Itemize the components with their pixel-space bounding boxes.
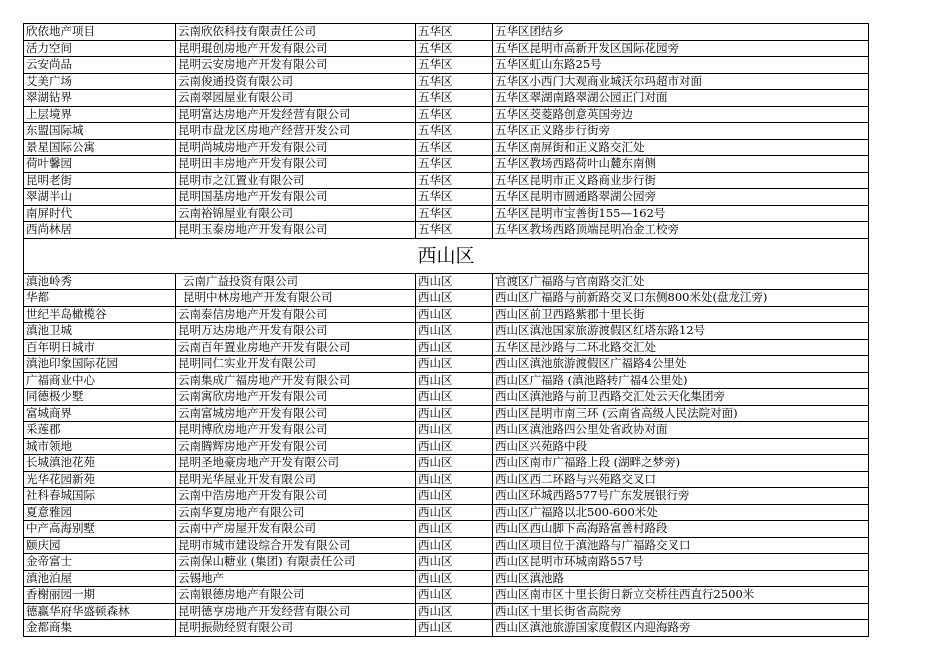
table-row bbox=[24, 603, 869, 620]
address-cell[interactable]: 五华区昆明市正义路商业步行街 bbox=[493, 172, 869, 189]
table-row bbox=[24, 339, 869, 356]
address-cell[interactable]: 西山区十里长街省高院旁 bbox=[493, 603, 869, 620]
project-name-cell[interactable]: 滇池岭秀 bbox=[24, 273, 176, 290]
project-name-cell[interactable]: 荷叶馨园 bbox=[24, 156, 176, 173]
project-name-cell[interactable]: 颐庆园 bbox=[24, 537, 176, 554]
table-row bbox=[24, 139, 869, 156]
project-name-cell[interactable]: 城市领地 bbox=[24, 438, 176, 455]
developer-cell[interactable]: 昆明光华屋业开发有限公司 bbox=[176, 471, 416, 488]
district-cell[interactable]: 西山区 bbox=[416, 603, 493, 620]
developer-cell[interactable]: 云南欣依科技有限责任公司 bbox=[176, 24, 416, 41]
project-name-cell[interactable]: 社科春城国际 bbox=[24, 488, 176, 505]
district-cell[interactable]: 五华区 bbox=[416, 24, 493, 41]
project-name-cell[interactable]: 采莲郡 bbox=[24, 422, 176, 439]
project-name-cell[interactable]: 华都 bbox=[24, 290, 176, 307]
developer-cell[interactable]: 云南保山糖业 (集团) 有限责任公司 bbox=[176, 554, 416, 571]
project-name-cell[interactable]: 滇池泊屋 bbox=[24, 570, 176, 587]
district-cell[interactable]: 五华区 bbox=[416, 57, 493, 74]
address-cell[interactable]: 五华区昆明市高新开发区国际花园旁 bbox=[493, 40, 869, 57]
developer-cell[interactable]: 云南中产房屋开发有限公司 bbox=[176, 521, 416, 538]
table-row bbox=[24, 521, 869, 538]
project-name-cell[interactable]: 西尚林居 bbox=[24, 222, 176, 239]
table-row bbox=[24, 123, 869, 140]
project-name-cell[interactable]: 翠湖钻界 bbox=[24, 90, 176, 107]
table-row bbox=[24, 570, 869, 587]
address-cell[interactable]: 五华区教场西路荷叶山麓东南侧 bbox=[493, 156, 869, 173]
district-cell[interactable]: 西山区 bbox=[416, 372, 493, 389]
developer-cell[interactable]: 昆明富达房地产开发经营有限公司 bbox=[176, 106, 416, 123]
address-cell[interactable]: 五华区翠湖南路翠湖公园正门对面 bbox=[493, 90, 869, 107]
project-name-cell[interactable]: 活力空间 bbox=[24, 40, 176, 57]
table-row bbox=[24, 356, 869, 373]
address-cell[interactable]: 五华区虹山东路25号 bbox=[493, 57, 869, 74]
district-cell[interactable]: 五华区 bbox=[416, 90, 493, 107]
district-cell[interactable]: 西山区 bbox=[416, 438, 493, 455]
project-name-cell[interactable]: 欣依地产项目 bbox=[24, 24, 176, 41]
district-cell[interactable]: 五华区 bbox=[416, 189, 493, 206]
address-cell[interactable]: 五华区昆明市宝善街155—162号 bbox=[493, 205, 869, 222]
project-name-cell[interactable]: 德赢华府华盛顿森林 bbox=[24, 603, 176, 620]
developer-cell[interactable]: 昆明德亨房地产开发经营有限公司 bbox=[176, 603, 416, 620]
district-cell[interactable]: 西山区 bbox=[416, 554, 493, 571]
address-cell[interactable]: 五华区昆明市圆通路翠湖公园旁 bbox=[493, 189, 869, 206]
district-cell[interactable]: 西山区 bbox=[416, 323, 493, 340]
developer-cell[interactable]: 昆明国基房地产开发有限公司 bbox=[176, 189, 416, 206]
spreadsheet bbox=[23, 23, 868, 637]
table-row bbox=[24, 438, 869, 455]
table-row bbox=[24, 40, 869, 57]
address-cell[interactable]: 西山区昆明市南三环 (云南省高级人民法院对面) bbox=[493, 405, 869, 422]
property-table bbox=[23, 23, 869, 637]
table-row bbox=[24, 405, 869, 422]
developer-cell[interactable]: 昆明云安房地产开发有限公司 bbox=[176, 57, 416, 74]
developer-cell[interactable]: 云南裕锦屋业有限公司 bbox=[176, 205, 416, 222]
project-name-cell[interactable]: 景星国际公寓 bbox=[24, 139, 176, 156]
project-name-cell[interactable]: 滇池印象国际花园 bbox=[24, 356, 176, 373]
table-row bbox=[24, 73, 869, 90]
developer-cell[interactable]: 昆明琨创房地产开发有限公司 bbox=[176, 40, 416, 57]
district-cell[interactable]: 五华区 bbox=[416, 123, 493, 140]
district-cell[interactable]: 西山区 bbox=[416, 455, 493, 472]
developer-cell[interactable]: 昆明市盘龙区房地产经营开发公司 bbox=[176, 123, 416, 140]
district-cell[interactable]: 西山区 bbox=[416, 471, 493, 488]
developer-cell[interactable]: 昆明市城市建设综合开发有限公司 bbox=[176, 537, 416, 554]
developer-cell[interactable]: 云南银德房地产有限公司 bbox=[176, 587, 416, 604]
district-cell[interactable]: 西山区 bbox=[416, 273, 493, 290]
section-header-row bbox=[24, 238, 869, 273]
address-cell[interactable]: 西山区广福路与前新路交叉口东侧800米处(盘龙江旁) bbox=[493, 290, 869, 307]
developer-cell[interactable]: 云南翠园屋业有限公司 bbox=[176, 90, 416, 107]
district-cell[interactable]: 西山区 bbox=[416, 405, 493, 422]
address-cell[interactable]: 西山区广福路 (滇池路转广福4公里处) bbox=[493, 372, 869, 389]
address-cell[interactable]: 西山区西山脚下高海路富善村路段 bbox=[493, 521, 869, 538]
address-cell[interactable]: 西山区滇池旅游国家度假区内迎海路旁 bbox=[493, 620, 869, 637]
project-name-cell[interactable]: 滇池卫城 bbox=[24, 323, 176, 340]
table-row bbox=[24, 587, 869, 604]
table-row bbox=[24, 24, 869, 41]
developer-cell[interactable]: 昆明市之江置业有限公司 bbox=[176, 172, 416, 189]
project-name-cell[interactable]: 同德极少墅 bbox=[24, 389, 176, 406]
project-name-cell[interactable]: 夏意雅园 bbox=[24, 504, 176, 521]
district-cell[interactable]: 五华区 bbox=[416, 106, 493, 123]
developer-cell[interactable]: 昆明博欣房地产开发有限公司 bbox=[176, 422, 416, 439]
district-cell[interactable]: 西山区 bbox=[416, 290, 493, 307]
address-cell[interactable]: 西山区滇池国家旅游渡假区红塔东路12号 bbox=[493, 323, 869, 340]
district-cell[interactable]: 西山区 bbox=[416, 587, 493, 604]
project-name-cell[interactable]: 富城商界 bbox=[24, 405, 176, 422]
district-cell[interactable]: 西山区 bbox=[416, 306, 493, 323]
project-name-cell[interactable]: 香榭丽园一期 bbox=[24, 587, 176, 604]
developer-cell[interactable]: 昆明同仁实业开发有限公司 bbox=[176, 356, 416, 373]
table-row bbox=[24, 106, 869, 123]
project-name-cell[interactable]: 南屏时代 bbox=[24, 205, 176, 222]
address-cell[interactable]: 西山区项目位于滇池路与广福路交叉口 bbox=[493, 537, 869, 554]
address-cell[interactable]: 西山区兴苑路中段 bbox=[493, 438, 869, 455]
address-cell[interactable]: 西山区滇池旅游渡假区广福路4公里处 bbox=[493, 356, 869, 373]
developer-cell[interactable]: 云南百年置业房地产开发有限公司 bbox=[176, 339, 416, 356]
table-row bbox=[24, 273, 869, 290]
project-name-cell[interactable]: 上层境界 bbox=[24, 106, 176, 123]
table-row bbox=[24, 172, 869, 189]
table-row bbox=[24, 323, 869, 340]
developer-cell[interactable]: 昆明圣地豪房地产开发有限公司 bbox=[176, 455, 416, 472]
project-name-cell[interactable]: 云安尚品 bbox=[24, 57, 176, 74]
table-row bbox=[24, 189, 869, 206]
developer-cell[interactable]: 云南集成广福房地产开发有限公司 bbox=[176, 372, 416, 389]
address-cell[interactable]: 五华区团结乡 bbox=[493, 24, 869, 41]
address-cell[interactable]: 西山区前卫西路紫郡十里长街 bbox=[493, 306, 869, 323]
address-cell[interactable]: 西山区滇池路与前卫西路交汇处云天化集团旁 bbox=[493, 389, 869, 406]
district-cell[interactable]: 五华区 bbox=[416, 205, 493, 222]
project-name-cell[interactable]: 世纪半岛橄榄谷 bbox=[24, 306, 176, 323]
address-cell[interactable]: 西山区广福路以北500-600米处 bbox=[493, 504, 869, 521]
district-cell[interactable]: 五华区 bbox=[416, 222, 493, 239]
address-cell[interactable]: 西山区昆明市环城南路557号 bbox=[493, 554, 869, 571]
address-cell[interactable]: 西山区南市广福路上段 (湖畔之梦旁) bbox=[493, 455, 869, 472]
developer-cell[interactable]: 昆明万达房地产开发有限公司 bbox=[176, 323, 416, 340]
district-cell[interactable]: 西山区 bbox=[416, 521, 493, 538]
developer-cell[interactable]: 云南广益投资有限公司 bbox=[176, 273, 416, 290]
developer-cell[interactable]: 云南富城房地产开发有限公司 bbox=[176, 405, 416, 422]
developer-cell[interactable]: 昆明田丰房地产开发有限公司 bbox=[176, 156, 416, 173]
address-cell[interactable]: 五华区小西门大观商业城沃尔玛超市对面 bbox=[493, 73, 869, 90]
developer-cell[interactable]: 昆明玉泰房地产开发有限公司 bbox=[176, 222, 416, 239]
district-cell[interactable]: 西山区 bbox=[416, 537, 493, 554]
table-row bbox=[24, 57, 869, 74]
district-cell[interactable]: 西山区 bbox=[416, 422, 493, 439]
developer-cell[interactable]: 云南华夏房地产有限公司 bbox=[176, 504, 416, 521]
developer-cell[interactable]: 昆明中林房地产开发有限公司 bbox=[176, 290, 416, 307]
table-row bbox=[24, 554, 869, 571]
project-name-cell[interactable]: 光华花园新苑 bbox=[24, 471, 176, 488]
table-row bbox=[24, 620, 869, 637]
address-cell[interactable]: 西山区西二环路与兴苑路交叉口 bbox=[493, 471, 869, 488]
table-row bbox=[24, 205, 869, 222]
developer-cell[interactable]: 昆明振勋经贸有限公司 bbox=[176, 620, 416, 637]
table-row bbox=[24, 306, 869, 323]
table-row bbox=[24, 90, 869, 107]
table-row bbox=[24, 471, 869, 488]
district-cell[interactable]: 五华区 bbox=[416, 156, 493, 173]
project-name-cell[interactable]: 东盟国际城 bbox=[24, 123, 176, 140]
address-cell[interactable]: 官渡区广福路与官南路交汇处 bbox=[493, 273, 869, 290]
table-row bbox=[24, 222, 869, 239]
district-cell[interactable]: 西山区 bbox=[416, 339, 493, 356]
table-row bbox=[24, 389, 869, 406]
address-cell[interactable]: 西山区环城西路577号广东发展银行旁 bbox=[493, 488, 869, 505]
project-name-cell[interactable]: 中产高海别墅 bbox=[24, 521, 176, 538]
district-cell[interactable]: 西山区 bbox=[416, 389, 493, 406]
project-name-cell[interactable]: 艾美广场 bbox=[24, 73, 176, 90]
address-cell[interactable]: 五华区正义路步行街旁 bbox=[493, 123, 869, 140]
district-cell[interactable]: 西山区 bbox=[416, 488, 493, 505]
address-cell[interactable]: 五华区茭菱路创意英国旁边 bbox=[493, 106, 869, 123]
section-title[interactable]: 西山区 bbox=[24, 238, 869, 273]
address-cell[interactable]: 五华区南屏街和正义路交汇处 bbox=[493, 139, 869, 156]
developer-cell[interactable]: 云南寓欣房地产开发有限公司 bbox=[176, 389, 416, 406]
address-cell[interactable]: 五华区教场西路顶端昆明冶金工校旁 bbox=[493, 222, 869, 239]
project-name-cell[interactable]: 百年明日城市 bbox=[24, 339, 176, 356]
address-cell[interactable]: 西山区南市区十里长街日新立交桥往西直行2500米 bbox=[493, 587, 869, 604]
table-row bbox=[24, 537, 869, 554]
project-name-cell[interactable]: 金帝富士 bbox=[24, 554, 176, 571]
table-row bbox=[24, 455, 869, 472]
table-row bbox=[24, 290, 869, 307]
district-cell[interactable]: 西山区 bbox=[416, 356, 493, 373]
developer-cell[interactable]: 云锡地产 bbox=[176, 570, 416, 587]
developer-cell[interactable]: 云南俊通投资有限公司 bbox=[176, 73, 416, 90]
district-cell[interactable]: 西山区 bbox=[416, 620, 493, 637]
table-row bbox=[24, 372, 869, 389]
address-cell[interactable]: 五华区昆沙路与二环北路交汇处 bbox=[493, 339, 869, 356]
project-name-cell[interactable]: 昆明老街 bbox=[24, 172, 176, 189]
project-name-cell[interactable]: 翠湖半山 bbox=[24, 189, 176, 206]
table-row bbox=[24, 504, 869, 521]
district-cell[interactable]: 五华区 bbox=[416, 40, 493, 57]
project-name-cell[interactable]: 广福商业中心 bbox=[24, 372, 176, 389]
address-cell[interactable]: 西山区滇池路四公里处省政协对面 bbox=[493, 422, 869, 439]
district-cell[interactable]: 西山区 bbox=[416, 570, 493, 587]
developer-cell[interactable]: 云南中浩房地产开发有限公司 bbox=[176, 488, 416, 505]
table-row bbox=[24, 488, 869, 505]
developer-cell[interactable]: 云南泰信房地产开发有限公司 bbox=[176, 306, 416, 323]
project-name-cell[interactable]: 金都商集 bbox=[24, 620, 176, 637]
address-cell[interactable]: 西山区滇池路 bbox=[493, 570, 869, 587]
district-cell[interactable]: 西山区 bbox=[416, 504, 493, 521]
district-cell[interactable]: 五华区 bbox=[416, 139, 493, 156]
table-row bbox=[24, 422, 869, 439]
district-cell[interactable]: 五华区 bbox=[416, 73, 493, 90]
project-name-cell[interactable]: 长城滇池花苑 bbox=[24, 455, 176, 472]
table-row bbox=[24, 156, 869, 173]
developer-cell[interactable]: 云南腾辉房地产开发有限公司 bbox=[176, 438, 416, 455]
developer-cell[interactable]: 昆明尚城房地产开发有限公司 bbox=[176, 139, 416, 156]
district-cell[interactable]: 五华区 bbox=[416, 172, 493, 189]
